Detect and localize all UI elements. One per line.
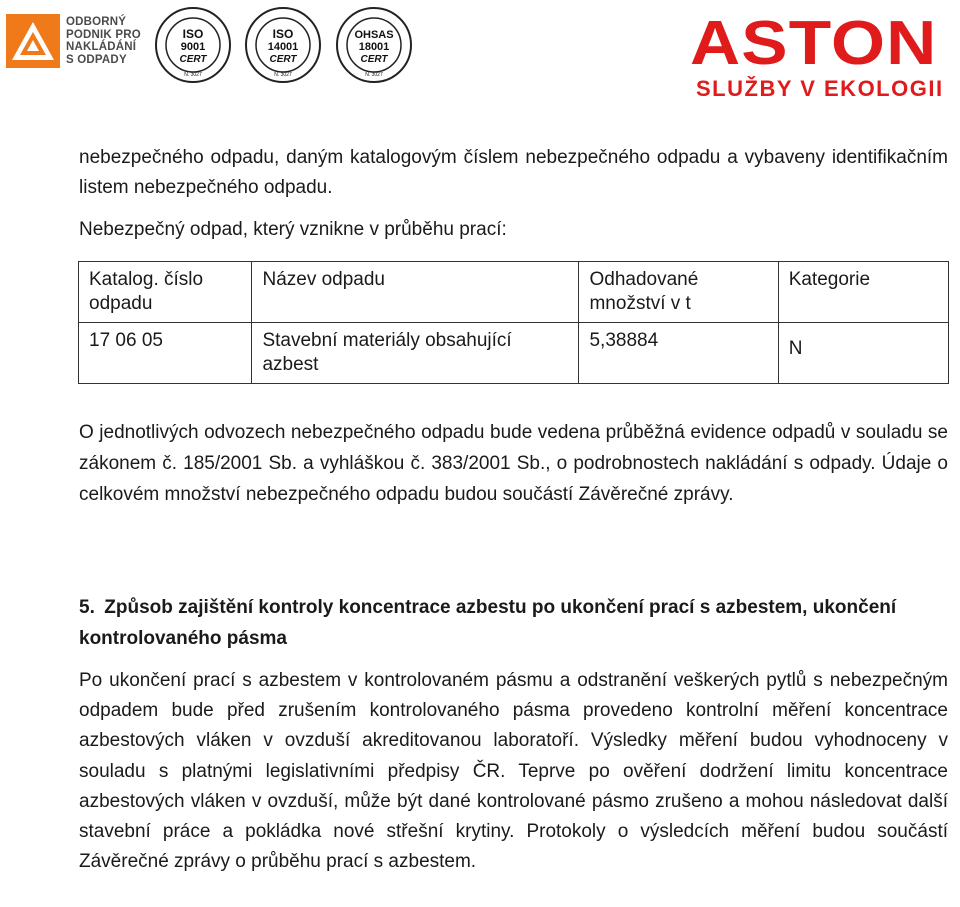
control-paragraph: Po ukončení prací s azbestem v kontrolovaném pásmu a odstranění veškerých pytlů s nebezpečným odpadem bude před zrušením kontrolovaného pásma provedeno kontrolní měření koncentrace azbestových vláken v ovzduší akreditovanou laboratoří. Výsledky měření budou vyhodnoceny v souladu s platnými legislativními předpisy ČR. Teprve po ověření dodržení limitu koncentrace azbestových vláken v ovzduší, může být dané kontrolované pásmo zrušeno a mohou následovat další stavební práce a pokládka nové střešní krytiny. Protokoly o výsledcích měření budou součástí Závěrečné zprávy o průběhu prací s azbestem.	[79, 670, 948, 873]
table-header-row	[79, 262, 949, 323]
aston-logo	[690, 9, 954, 102]
svg-text:CERT: CERT	[179, 54, 207, 65]
ohsas-18001-seal-icon	[335, 6, 413, 84]
evidence-paragraph: O jednotlivých odvozech nebezpečného odpadu bude vedena průběžná evidence odpadů v souladu se zákonem č. 185/2001 Sb. a vyhláškou č. 383/2001 Sb., o podrobnostech nakládání s odpady. Údaje o celkovém množství nebezpečného odpadu budou součástí Závěrečné zprávy.	[79, 422, 948, 505]
svg-text:ISO: ISO	[182, 27, 204, 41]
section-title: Způsob zajištění kontroly koncentrace azbestu po ukončení prací s azbestem, ukončení kontrolovaného pásma	[79, 597, 897, 649]
svg-text:CERT: CERT	[360, 54, 388, 65]
aston-brand-tagline: SLUŽBY V EKOLOGII	[696, 76, 944, 101]
svg-text:18001: 18001	[358, 41, 390, 53]
svg-text:9001: 9001	[180, 41, 206, 53]
header-waste-name: Název odpadu	[252, 262, 579, 323]
iso-14001-seal-icon	[244, 6, 322, 84]
header-estimated-amount: Odhadované množství v t	[579, 262, 778, 323]
page-header	[0, 0, 960, 100]
cell-category: N	[778, 323, 948, 384]
cell-waste-name: Stavební materiály obsahující azbest	[252, 323, 579, 384]
svg-text:OHSAS: OHSAS	[354, 29, 394, 41]
waste-table	[78, 261, 949, 384]
triangle-logo-icon	[6, 14, 60, 68]
header-catalog-number: Katalog. číslo odpadu	[79, 262, 252, 323]
aston-brand-name: ASTON	[690, 9, 938, 78]
cell-catalog-number: 17 06 05	[79, 323, 252, 384]
svg-text:CERT: CERT	[269, 54, 297, 65]
waste-table-lead: Nebezpečný odpad, který vznikne v průběhu prací:	[79, 219, 507, 240]
iso-9001-seal-icon	[154, 6, 232, 84]
section-heading	[79, 592, 949, 654]
table-row	[79, 323, 949, 384]
cell-estimated-amount: 5,38884	[579, 323, 778, 384]
waste-handling-logo-text: ODBORNÝ PODNIK PRO NAKLÁDÁNÍ S ODPADY	[66, 16, 141, 66]
header-category: Kategorie	[778, 262, 948, 323]
waste-handling-logo	[6, 14, 141, 68]
svg-text:14001: 14001	[267, 41, 299, 53]
svg-text:ISO: ISO	[272, 27, 294, 41]
intro-paragraph: nebezpečného odpadu, daným katalogovým číslem nebezpečného odpadu a vybaveny identifikačním listem nebezpečného odpadu.	[79, 147, 948, 198]
svg-text:N. 3027: N. 3027	[365, 72, 383, 78]
section-number: 5.	[79, 597, 95, 618]
svg-text:N. 3027: N. 3027	[274, 72, 292, 78]
svg-text:N. 3027: N. 3027	[184, 72, 202, 78]
